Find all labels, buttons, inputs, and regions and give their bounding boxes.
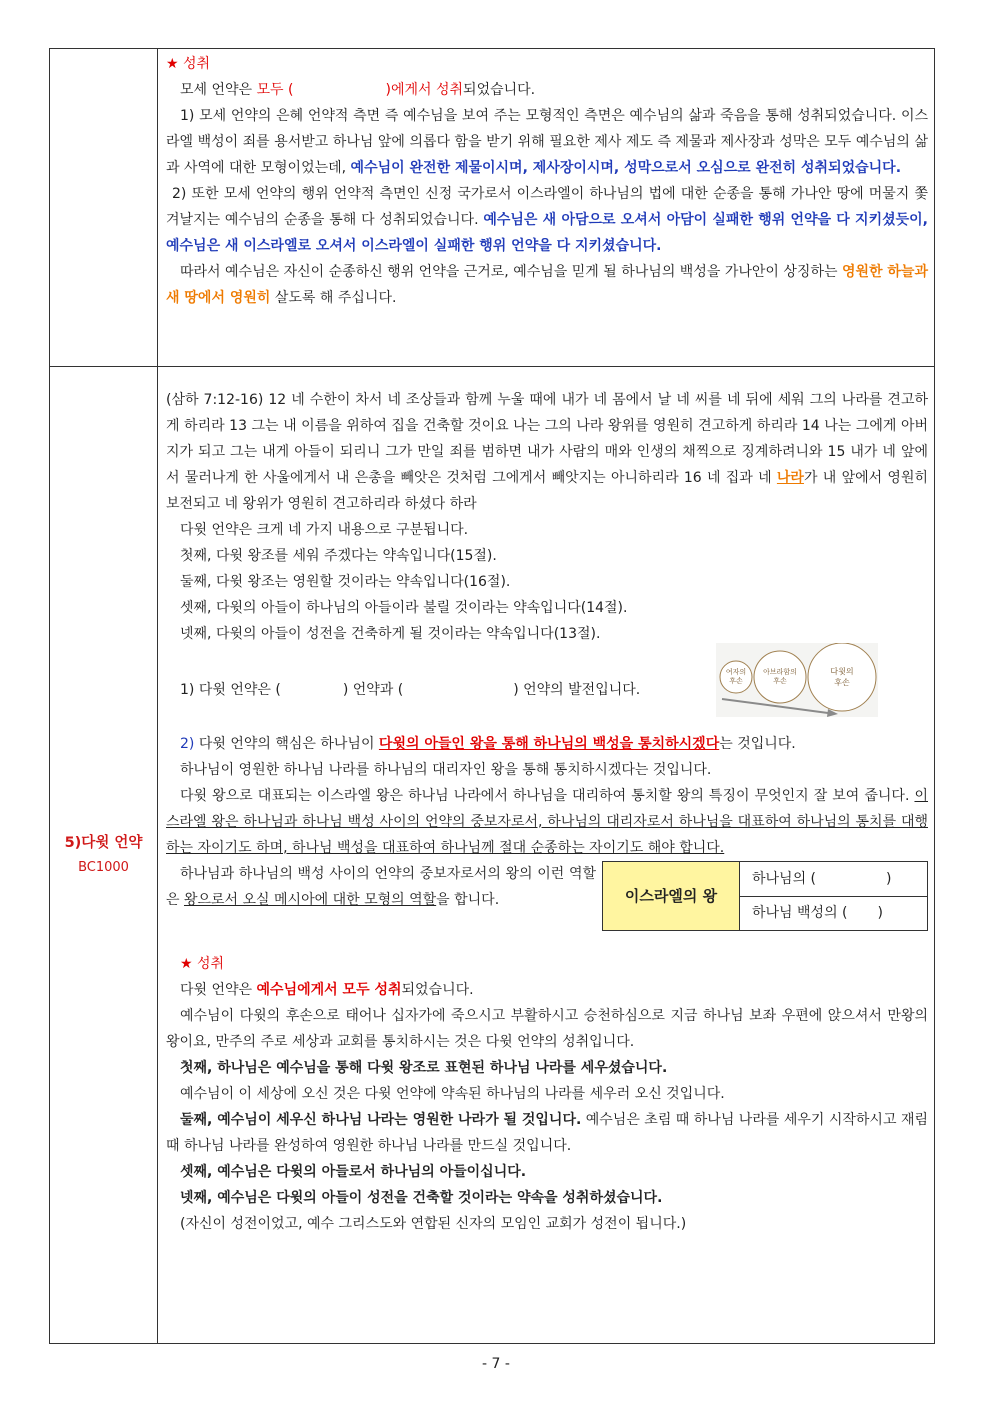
david-fulfillment-paragraph: 예수님이 다윗의 후손으로 태어나 십자가에 죽으시고 부활하시고 승천하심으로 지금 하나님 보좌 우편에 앉으셔서 만왕의 왕이요, 만주의 주로 세상과 교회를 통치하시는 것은 다윗 언약의 성취입니다. <box>166 1008 928 1050</box>
mosaic-point-2: 2) 또한 모세 언약의 행위 언약적 측면인 신정 국가로서 이스라엘이 하나님의 법에 대한 순종을 통해 가나안 땅에 머물지 쫓겨날지는 예수님의 순종을 통해 다 성취되었습니다. 예수님은 새 아담으로 오셔서 아담이 실패한 행위 언약을 다 지키셨듯이, 예수님은 새 이스라엘로 오셔서 이스라엘이 실패한 행위 언약을 다 지키셨습니다. <box>166 186 928 254</box>
svg-text:후손: 후손 <box>729 677 743 685</box>
star-icon: ★ <box>180 956 193 972</box>
question-2-explanation: 하나님이 영원한 하나님 나라를 하나님의 대리자인 왕을 통해 통치하시겠다는 것입니다. <box>180 762 712 778</box>
covenant-circles-figure <box>716 643 878 717</box>
david-fulfillment-intro: 다윗 언약은 예수님에게서 모두 성취되었습니다. <box>180 982 474 998</box>
fulfillment-first: 첫째, 하나님은 예수님을 통해 다윗 왕조로 표현된 하나님 나라를 세우셨습니다. <box>180 1060 668 1076</box>
israel-king-box <box>602 861 928 931</box>
row-divider <box>50 366 934 367</box>
king-box-row-2: 하나님 백성의 ( ) <box>740 896 927 931</box>
king-box-row-1: 하나님의 ( ) <box>752 870 892 887</box>
mosaic-point-1: 1) 모세 언약의 은혜 언약적 측면 즉 예수님을 보여 주는 모형적인 측면은 예수님의 삶과 죽음을 통해 성취되었습니다. 이스라엘 백성이 죄를 용서받고 하나님 앞에 의롭다 함을 받기 위해 필요한 제사 제도 즉 제물과 제사장과 성막은 모두 예수님의 삶과 사역에 대한 모형이었는데, 예수님이 완전한 제물이시며, 제사장이시며, 성막으로서 오심으로 완전히 성취되었습니다. <box>166 108 928 176</box>
mosaic-fulfillment-block <box>166 51 928 311</box>
fig-label-3: 다윗의 <box>830 667 854 676</box>
david-covenant-block <box>166 387 928 1237</box>
fulfillment-third: 셋째, 예수님은 다윗의 아들로서 하나님의 아들이십니다. <box>180 1164 527 1180</box>
point-4: 넷째, 다윗의 아들이 성전을 건축하게 될 것이라는 약속입니다(13절). <box>180 626 601 642</box>
content-table <box>49 48 935 1344</box>
scripture-passage: (삼하 7:12-16) 12 네 수한이 차서 네 조상들과 함께 누울 때에 내가 네 몸에서 날 네 씨를 네 뒤에 세워 그의 나라를 견고하게 하리라 13 그는 내 이름을 위하여 집을 건축할 것이요 나는 그의 나라 왕위를 영원히 견고하게 하리라 14 나는 그에게 아버지가 되고 그는 내게 아들이 되리니 그가 만일 죄를 범하면 내가 사람의 매와 인생의 채찍으로 징계하려니와 15 내가 네 앞에서 물러나게 한 사울에게서 내 은총을 빼앗은 것처럼 그에게서 빼앗지는 아니하리라 16 네 집과 네 나라가 내 앞에서 영원히 보전되고 네 왕위가 영원히 견고하리라 하셨다 하라 <box>166 392 928 512</box>
mosaic-conclusion: 따라서 예수님은 자신이 순종하신 행위 언약을 근거로, 예수님을 믿게 될 하나님의 백성을 가나안이 상징하는 영원한 하늘과 새 땅에서 영원히 살도록 해 주십니다. <box>166 264 928 306</box>
svg-text:후손: 후손 <box>834 678 850 687</box>
fulfillment-second: 둘째, 예수님이 세우신 하나님 나라는 영원한 나라가 될 것입니다. 예수님은 초림 때 하나님 나라를 세우기 시작하시고 재림 때 하나님 나라를 완성하여 영원한 하나님 나라를 만드실 것입니다. <box>166 1112 928 1154</box>
fulfillment-note: (자신이 성전이었고, 예수 그리스도와 연합된 신자의 모임인 교회가 성전이 됩니다.) <box>180 1216 687 1232</box>
question-1: 1) 다윗 언약은 ( ) 언약과 ( ) 언약의 발전입니다. <box>180 682 641 698</box>
david-covenant-label: 5)다윗 언약 BC1000 <box>50 831 157 875</box>
fulfillment-first-detail: 예수님이 이 세상에 오신 것은 다윗 언약에 약속된 하나님의 나라를 세우러 오신 것입니다. <box>180 1086 725 1102</box>
point-2: 둘째, 다윗 왕조는 영원할 것이라는 약속입니다(16절). <box>180 574 511 590</box>
king-box-label: 이스라엘의 왕 <box>603 862 740 930</box>
star-icon: ★ <box>166 56 179 72</box>
fig-label-1: 여자의 <box>725 668 747 676</box>
david-fulfillment-heading: ★ 성취 <box>180 956 225 972</box>
fulfillment-fourth: 넷째, 예수님은 다윗의 아들이 성전을 건축할 것이라는 약속을 성취하셨습니다. <box>180 1190 663 1206</box>
king-type-paragraph: 하나님과 하나님의 백성 사이의 언약의 중보자로서의 왕의 이런 역할은 왕으로서 오실 메시아에 대한 모형의 역할을 합니다. <box>166 866 596 908</box>
fig-label-2: 아브라함의 <box>763 668 797 676</box>
column-divider <box>157 49 158 1343</box>
svg-text:후손: 후손 <box>773 677 787 685</box>
point-3: 셋째, 다윗의 아들이 하나님의 아들이라 불릴 것이라는 약속입니다(14절). <box>180 600 628 616</box>
era-label: BC1000 <box>78 860 129 875</box>
page-number: - 7 - <box>482 1356 510 1372</box>
mosaic-intro: 모세 언약은 모두 ( )에게서 성취되었습니다. <box>180 82 536 98</box>
king-role-paragraph: 다윗 왕으로 대표되는 이스라엘 왕은 하나님 나라에서 하나님을 대리하여 통치할 왕의 특징이 무엇인지 잘 보여 줍니다. 이스라엘 왕은 하나님과 하나님 백성 사이의 언약의 중보자로서, 하나님의 대리자로서 하나님을 대표하여 하나님의 통치를 대행하는 자이기도 하며, 하나님 백성을 대표하여 하나님께 절대 순종하는 자이기도 해야 합니다. <box>166 788 928 856</box>
fulfillment-heading: 성취 <box>183 56 211 72</box>
summary: 다윗 언약은 크게 네 가지 내용으로 구분됩니다. <box>180 522 469 538</box>
question-1-row <box>166 647 928 725</box>
question-2: 2) 다윗 언약의 핵심은 하나님이 다윗의 아들인 왕을 통해 하나님의 백성을 통치하시겠다는 것입니다. <box>180 736 796 752</box>
point-1: 첫째, 다윗 왕조를 세워 주겠다는 약속입니다(15절). <box>180 548 497 564</box>
king-role-row <box>166 861 928 941</box>
